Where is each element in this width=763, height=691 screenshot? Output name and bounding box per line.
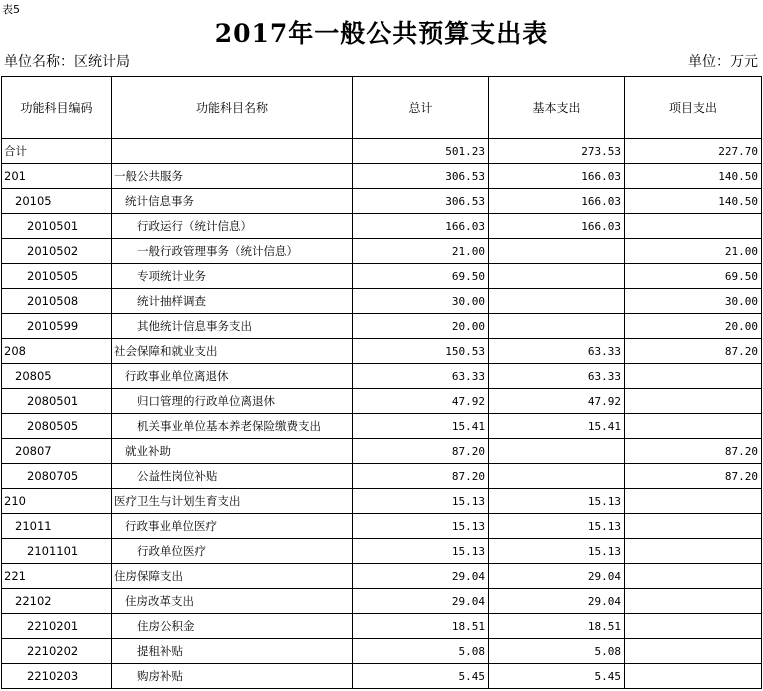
project-expense-cell: [625, 214, 762, 239]
unit-name-label: 单位名称：区统计局: [4, 54, 130, 70]
basic-expense-cell: [489, 264, 625, 289]
table-row: [2, 614, 762, 639]
function-code-cell: 2010508: [2, 289, 112, 314]
total-cell: 15.13: [353, 514, 489, 539]
total-cell: 29.04: [353, 589, 489, 614]
total-cell: 501.23: [353, 139, 489, 164]
total-cell: 18.51: [353, 614, 489, 639]
project-expense-cell: 30.00: [625, 289, 762, 314]
basic-expense-cell: 29.04: [489, 589, 625, 614]
table-row: [2, 164, 762, 189]
table-body: [2, 139, 762, 689]
column-header-total: 总计: [353, 77, 489, 139]
table-row: [2, 139, 762, 164]
total-cell: 166.03: [353, 214, 489, 239]
table-row: [2, 364, 762, 389]
budget-table: [1, 76, 762, 689]
function-name-cell: 行政运行（统计信息）: [112, 214, 353, 239]
function-name-cell: 统计信息事务: [112, 189, 353, 214]
table-row: [2, 189, 762, 214]
function-code-cell: 208: [2, 339, 112, 364]
table-row: [2, 389, 762, 414]
total-cell: 5.08: [353, 639, 489, 664]
function-name-cell: 一般行政管理事务（统计信息）: [112, 239, 353, 264]
function-code-cell: 20807: [2, 439, 112, 464]
project-expense-cell: 140.50: [625, 189, 762, 214]
total-cell: 87.20: [353, 439, 489, 464]
function-code-cell: 2010501: [2, 214, 112, 239]
total-cell: 15.13: [353, 539, 489, 564]
total-cell: 30.00: [353, 289, 489, 314]
table-row: [2, 489, 762, 514]
total-cell: 15.41: [353, 414, 489, 439]
page-title: 2017年一般公共预算支出表: [214, 19, 549, 48]
project-expense-cell: 87.20: [625, 464, 762, 489]
project-expense-cell: [625, 489, 762, 514]
basic-expense-cell: 63.33: [489, 364, 625, 389]
basic-expense-cell: 166.03: [489, 189, 625, 214]
function-name-cell: 行政单位医疗: [112, 539, 353, 564]
function-name-cell: 一般公共服务: [112, 164, 353, 189]
basic-expense-cell: 166.03: [489, 164, 625, 189]
project-expense-cell: [625, 414, 762, 439]
table-row: [2, 539, 762, 564]
project-expense-cell: [625, 589, 762, 614]
basic-expense-cell: [489, 289, 625, 314]
project-expense-cell: [625, 639, 762, 664]
basic-expense-cell: 15.13: [489, 489, 625, 514]
table-row: [2, 289, 762, 314]
total-cell: 20.00: [353, 314, 489, 339]
project-expense-cell: 227.70: [625, 139, 762, 164]
function-code-cell: 210: [2, 489, 112, 514]
basic-expense-cell: 47.92: [489, 389, 625, 414]
project-expense-cell: 140.50: [625, 164, 762, 189]
function-name-cell: 住房改革支出: [112, 589, 353, 614]
function-code-cell: 2080501: [2, 389, 112, 414]
basic-expense-cell: [489, 239, 625, 264]
project-expense-cell: [625, 614, 762, 639]
project-expense-cell: [625, 564, 762, 589]
basic-expense-cell: 166.03: [489, 214, 625, 239]
project-expense-cell: [625, 364, 762, 389]
project-expense-cell: [625, 389, 762, 414]
total-cell: 87.20: [353, 464, 489, 489]
basic-expense-cell: 5.45: [489, 664, 625, 689]
project-expense-cell: 21.00: [625, 239, 762, 264]
function-name-cell: 专项统计业务: [112, 264, 353, 289]
total-cell: 306.53: [353, 189, 489, 214]
table-row: [2, 464, 762, 489]
function-name-cell: 归口管理的行政单位离退休: [112, 389, 353, 414]
column-header-basic: 基本支出: [489, 77, 625, 139]
basic-expense-cell: [489, 439, 625, 464]
total-cell: 306.53: [353, 164, 489, 189]
table-row: [2, 339, 762, 364]
function-code-cell: 2010599: [2, 314, 112, 339]
function-code-cell: 22102: [2, 589, 112, 614]
function-name-cell: 社会保障和就业支出: [112, 339, 353, 364]
basic-expense-cell: 29.04: [489, 564, 625, 589]
total-cell: 69.50: [353, 264, 489, 289]
function-code-cell: 20105: [2, 189, 112, 214]
function-code-cell: 2210203: [2, 664, 112, 689]
function-code-cell: 2080505: [2, 414, 112, 439]
basic-expense-cell: 15.13: [489, 514, 625, 539]
function-name-cell: 住房公积金: [112, 614, 353, 639]
total-cell: 21.00: [353, 239, 489, 264]
project-expense-cell: 20.00: [625, 314, 762, 339]
function-code-cell: 2210201: [2, 614, 112, 639]
function-name-cell: 行政事业单位离退休: [112, 364, 353, 389]
basic-expense-cell: 15.13: [489, 539, 625, 564]
basic-expense-cell: 15.41: [489, 414, 625, 439]
function-name-cell: [112, 139, 353, 164]
project-expense-cell: 87.20: [625, 339, 762, 364]
project-expense-cell: [625, 514, 762, 539]
function-code-cell: 2010502: [2, 239, 112, 264]
basic-expense-cell: 18.51: [489, 614, 625, 639]
function-code-cell: 2101101: [2, 539, 112, 564]
function-name-cell: 住房保障支出: [112, 564, 353, 589]
project-expense-cell: [625, 664, 762, 689]
table-row: [2, 439, 762, 464]
total-cell: 47.92: [353, 389, 489, 414]
table-row: [2, 589, 762, 614]
function-code-cell: 2210202: [2, 639, 112, 664]
basic-expense-cell: 5.08: [489, 639, 625, 664]
project-expense-cell: [625, 539, 762, 564]
function-code-cell: 201: [2, 164, 112, 189]
function-code-cell: 20805: [2, 364, 112, 389]
currency-unit-label: 单位：万元: [688, 54, 758, 70]
function-name-cell: 提租补贴: [112, 639, 353, 664]
function-code-cell: 2080705: [2, 464, 112, 489]
table-number-tag: 表5: [2, 3, 20, 16]
total-cell: 63.33: [353, 364, 489, 389]
table-row: [2, 414, 762, 439]
table-row: [2, 214, 762, 239]
function-name-cell: 公益性岗位补贴: [112, 464, 353, 489]
function-name-cell: 机关事业单位基本养老保险缴费支出: [112, 414, 353, 439]
total-cell: 15.13: [353, 489, 489, 514]
function-code-cell: 合计: [2, 139, 112, 164]
project-expense-cell: 87.20: [625, 439, 762, 464]
column-header-code: 功能科目编码: [2, 77, 112, 139]
function-name-cell: 购房补贴: [112, 664, 353, 689]
table-row: [2, 264, 762, 289]
total-cell: 150.53: [353, 339, 489, 364]
function-code-cell: 221: [2, 564, 112, 589]
total-cell: 5.45: [353, 664, 489, 689]
table-row: [2, 239, 762, 264]
table-row: [2, 514, 762, 539]
table-row: [2, 664, 762, 689]
function-name-cell: 其他统计信息事务支出: [112, 314, 353, 339]
table-header-row: [2, 77, 762, 139]
basic-expense-cell: [489, 314, 625, 339]
function-name-cell: 行政事业单位医疗: [112, 514, 353, 539]
function-code-cell: 21011: [2, 514, 112, 539]
table-row: [2, 564, 762, 589]
basic-expense-cell: 63.33: [489, 339, 625, 364]
column-header-name: 功能科目名称: [112, 77, 353, 139]
function-code-cell: 2010505: [2, 264, 112, 289]
basic-expense-cell: [489, 464, 625, 489]
function-name-cell: 医疗卫生与计划生育支出: [112, 489, 353, 514]
table-row: [2, 639, 762, 664]
column-header-project: 项目支出: [625, 77, 762, 139]
function-name-cell: 就业补助: [112, 439, 353, 464]
function-name-cell: 统计抽样调查: [112, 289, 353, 314]
table-row: [2, 314, 762, 339]
total-cell: 29.04: [353, 564, 489, 589]
project-expense-cell: 69.50: [625, 264, 762, 289]
basic-expense-cell: 273.53: [489, 139, 625, 164]
